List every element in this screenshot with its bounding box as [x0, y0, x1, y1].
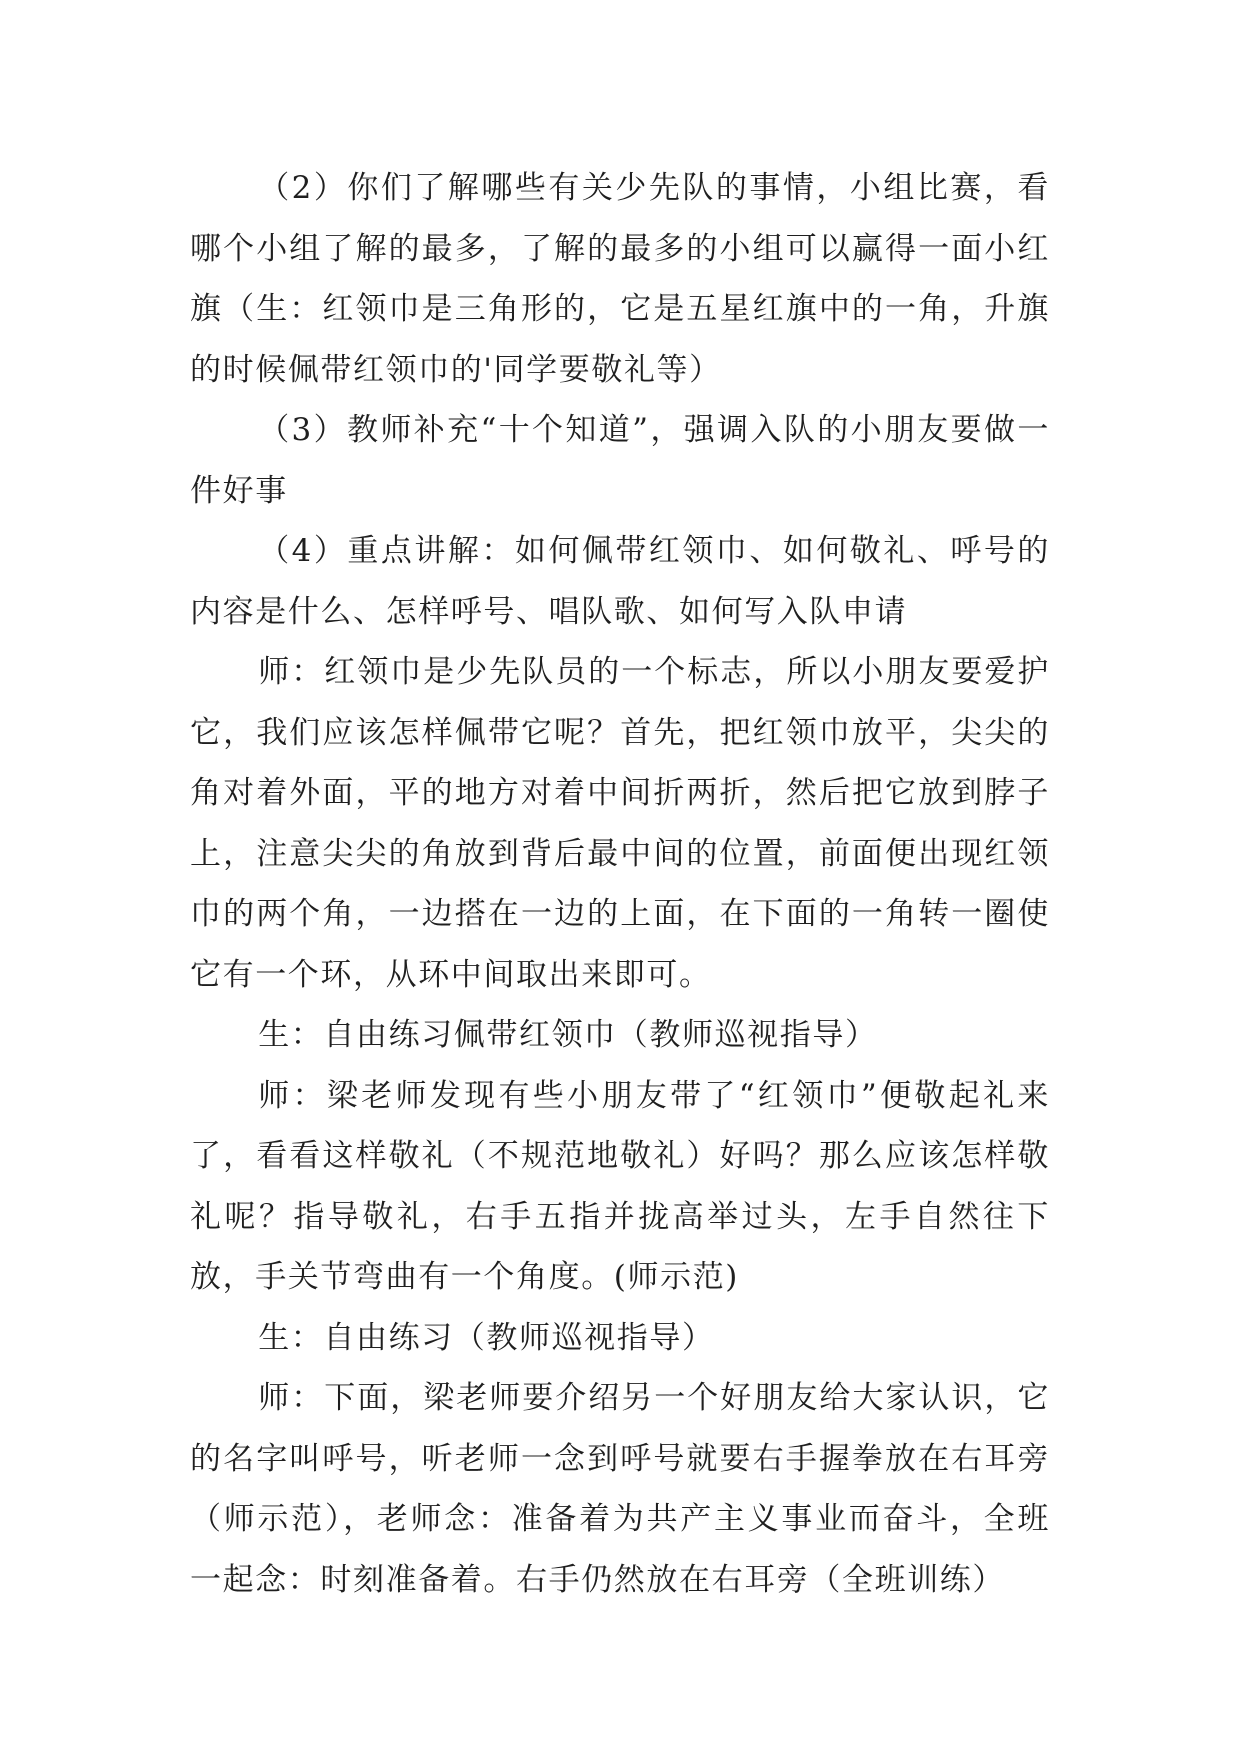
paragraph-practice-scarf: 生：自由练习佩带红领巾（教师巡视指导）	[258, 1017, 878, 1053]
paragraph-slogan: 师：下面，梁老师要介绍另一个好朋友给大家认识，它的名字叫呼号，听老师一念到呼号就要右手握拳放在右耳旁（师示范），老师念：准备着为共产主义事业而奋斗，全班一起念：时刻准备着。右手仍然放在右耳旁（全班训练）	[190, 1380, 1050, 1598]
paragraph-group-contest: （2）你们了解哪些有关少先队的事情，小组比赛，看哪个小组了解的最多，了解的最多的小组可以赢得一面小红旗（生：红领巾是三角形的，它是五星红旗中的一角，升旗的时候佩带红领巾的'同学要敬礼等）	[190, 170, 1050, 388]
paragraph-teacher-supplement: （3）教师补充“十个知道”，强调入队的小朋友要做一件好事	[190, 412, 1050, 509]
paragraph-wearing-scarf: 师：红领巾是少先队员的一个标志，所以小朋友要爱护它，我们应该怎样佩带它呢？首先，把红领巾放平，尖尖的角对着外面，平的地方对着中间折两折，然后把它放到脖子上，注意尖尖的角放到背后最中间的位置，前面便出现红领巾的两个角，一边搭在一边的上面，在下面的一角转一圈使它有一个环，从环中间取出来即可。	[190, 654, 1050, 993]
paragraph-salute: 师：梁老师发现有些小朋友带了“红领巾”便敬起礼来了，看看这样敬礼（不规范地敬礼）好吗？那么应该怎样敬礼呢？指导敬礼，右手五指并拢高举过头，左手自然往下放，手关节弯曲有一个角度。(师示范)	[190, 1077, 1050, 1295]
paragraph-key-points: （4）重点讲解：如何佩带红领巾、如何敬礼、呼号的内容是什么、怎样呼号、唱队歌、如何写入队申请	[190, 533, 1050, 630]
paragraph-practice-salute: 生：自由练习（教师巡视指导）	[258, 1319, 715, 1356]
document-body	[190, 158, 1050, 1610]
